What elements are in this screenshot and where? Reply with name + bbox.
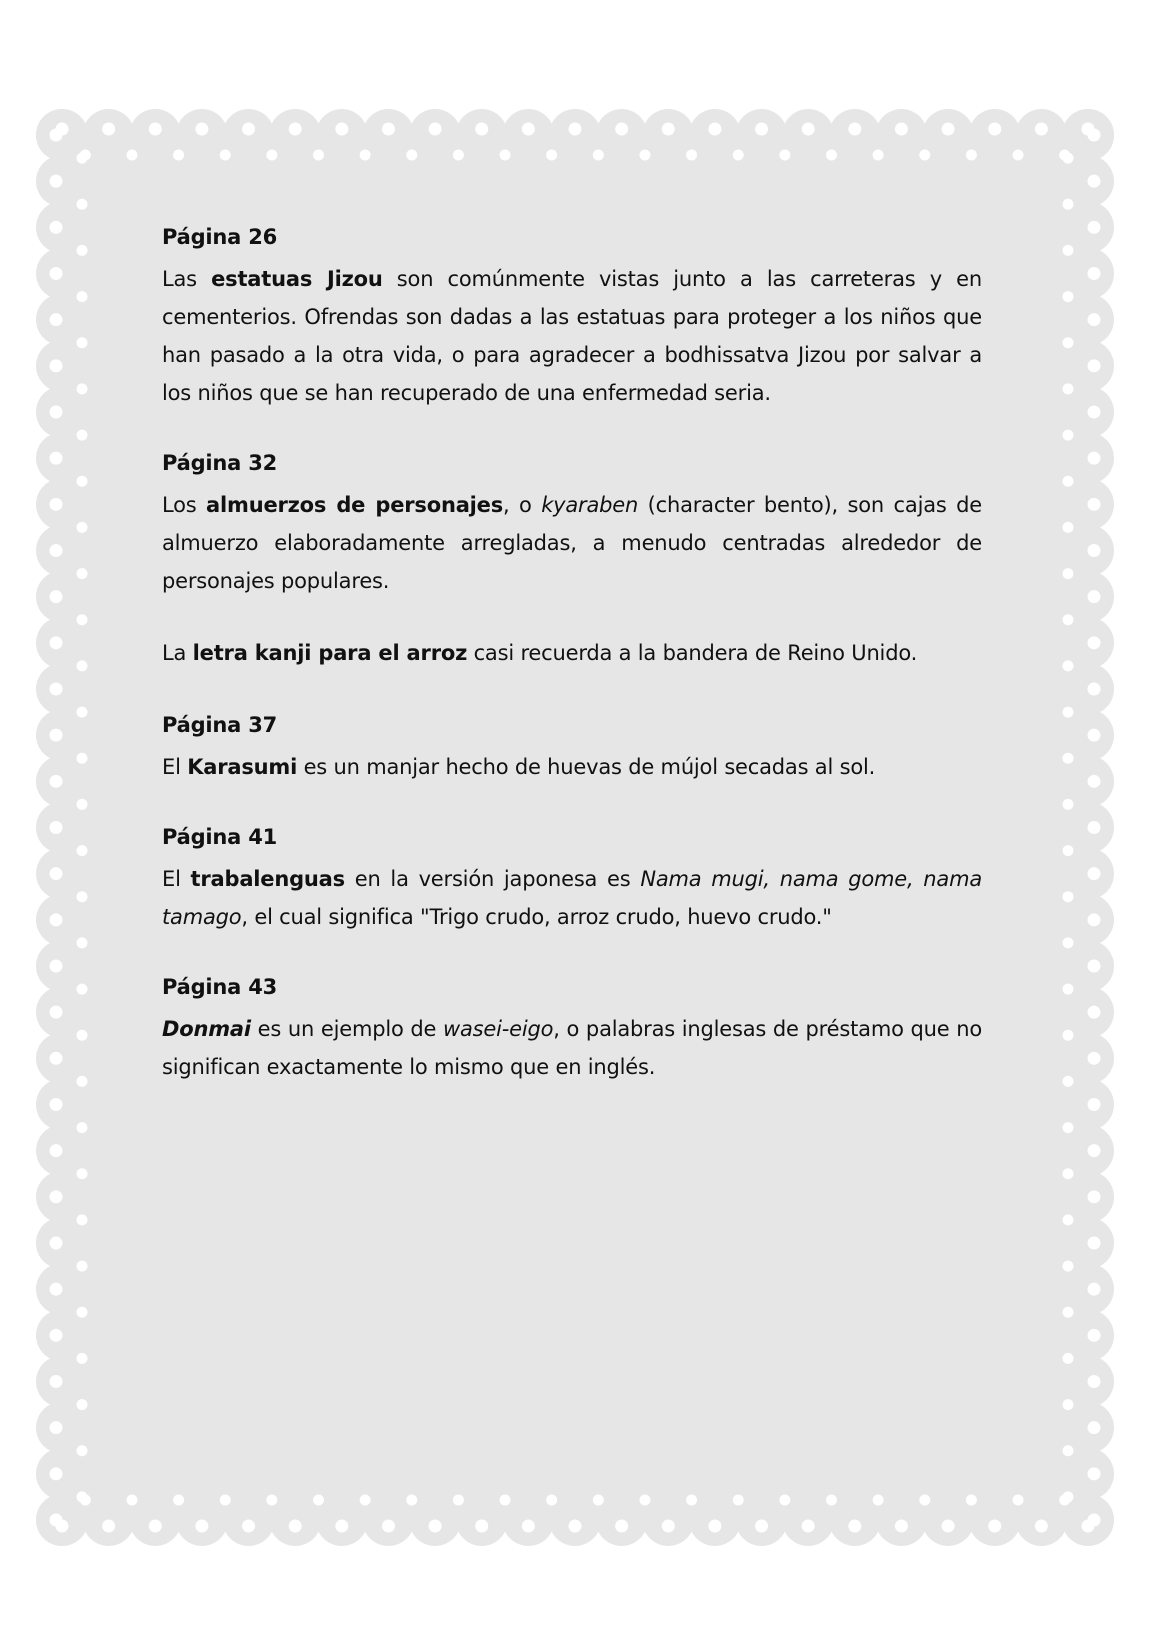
doily-hole <box>1088 867 1101 880</box>
doily-hole <box>615 1520 628 1533</box>
doily-hole <box>50 1190 63 1203</box>
doily-hole <box>1063 291 1074 302</box>
doily-hole <box>77 1399 88 1410</box>
doily-hole <box>1063 522 1074 533</box>
doily-hole <box>50 1144 63 1157</box>
doily-hole <box>1088 406 1101 419</box>
note-paragraph <box>162 748 982 786</box>
doily-hole <box>77 476 88 487</box>
doily-hole <box>708 123 721 136</box>
doily-hole <box>1063 1353 1074 1364</box>
doily-hole <box>1088 775 1101 788</box>
text-run: La <box>162 641 193 665</box>
doily-hole <box>382 1520 395 1533</box>
doily-hole <box>289 123 302 136</box>
doily-hole <box>1088 1144 1101 1157</box>
doily-hole <box>1063 1445 1074 1456</box>
note-paragraph <box>162 260 982 412</box>
text-run: estatuas Jizou <box>211 267 383 291</box>
text-run: es un manjar hecho de huevas de mújol secadas al sol. <box>297 755 876 779</box>
doily-hole <box>50 636 63 649</box>
doily-hole <box>639 150 650 161</box>
doily-hole <box>173 1495 184 1506</box>
doily-hole <box>1088 175 1101 188</box>
doily-hole <box>50 1237 63 1250</box>
note-page-heading: Página 32 <box>162 451 278 475</box>
doily-hole <box>77 522 88 533</box>
doily-hole <box>1063 1122 1074 1133</box>
doily-hole <box>50 1329 63 1342</box>
doily-hole <box>1013 1495 1024 1506</box>
doily-hole <box>802 123 815 136</box>
text-run: trabalenguas <box>190 867 345 891</box>
doily-hole <box>942 123 955 136</box>
text-run: El <box>162 755 188 779</box>
doily-hole <box>313 1495 324 1506</box>
note-paragraph <box>162 1010 982 1086</box>
note-paragraph <box>162 486 982 600</box>
doily-hole <box>1013 150 1024 161</box>
text-run: (character bento), son cajas de almuerzo elaboradamente arregladas, a menudo centradas alrededor de personajes populares. <box>162 493 982 593</box>
doily-hole <box>102 123 115 136</box>
doily-hole <box>1088 267 1101 280</box>
doily-hole <box>313 150 324 161</box>
doily-hole <box>1088 1052 1101 1065</box>
doily-hole <box>1063 984 1074 995</box>
doily-hole <box>942 1520 955 1533</box>
doily-hole <box>242 123 255 136</box>
doily-hole <box>77 568 88 579</box>
doily-hole <box>733 1495 744 1506</box>
doily-hole <box>779 150 790 161</box>
doily-hole <box>50 1052 63 1065</box>
doily-hole <box>966 150 977 161</box>
doily-hole <box>755 1520 768 1533</box>
doily-hole <box>266 1495 277 1506</box>
doily-hole <box>1088 683 1101 696</box>
doily-hole <box>102 1520 115 1533</box>
doily-hole <box>77 845 88 856</box>
doily-hole <box>1063 614 1074 625</box>
doily-hole <box>500 1495 511 1506</box>
doily-hole <box>77 891 88 902</box>
doily-hole <box>1063 1307 1074 1318</box>
doily-hole <box>50 729 63 742</box>
doily-hole <box>50 867 63 880</box>
note-paragraph <box>162 860 982 936</box>
doily-hole <box>77 1214 88 1225</box>
text-run: wasei-eigo <box>443 1017 554 1041</box>
doily-hole <box>77 1491 88 1502</box>
doily-hole <box>77 199 88 210</box>
doily-hole <box>335 1520 348 1533</box>
doily-hole <box>149 123 162 136</box>
doily-hole <box>546 150 557 161</box>
doily-hole <box>453 150 464 161</box>
doily-hole <box>195 1520 208 1533</box>
doily-hole <box>1088 1190 1101 1203</box>
doily-hole <box>77 1445 88 1456</box>
doily-hole <box>50 175 63 188</box>
doily-hole <box>1088 729 1101 742</box>
doily-hole <box>662 123 675 136</box>
doily-hole <box>77 1168 88 1179</box>
doily-hole <box>1063 1076 1074 1087</box>
doily-hole <box>50 1283 63 1296</box>
text-run: , o <box>503 493 542 517</box>
doily-hole <box>895 1520 908 1533</box>
doily-hole <box>1063 476 1074 487</box>
doily-hole <box>1063 337 1074 348</box>
doily-hole <box>1063 430 1074 441</box>
doily-hole <box>50 129 63 142</box>
doily-hole <box>50 544 63 557</box>
doily-hole <box>1088 1467 1101 1480</box>
doily-hole <box>848 123 861 136</box>
doily-hole <box>220 1495 231 1506</box>
doily-hole <box>50 406 63 419</box>
doily-hole <box>733 150 744 161</box>
doily-hole <box>686 150 697 161</box>
doily-hole <box>406 150 417 161</box>
doily-hole <box>1088 452 1101 465</box>
text-run: es un ejemplo de <box>250 1017 444 1041</box>
doily-hole <box>1063 1168 1074 1179</box>
doily-hole <box>77 937 88 948</box>
doily-hole <box>1063 891 1074 902</box>
doily-hole <box>50 1467 63 1480</box>
doily-hole <box>966 1495 977 1506</box>
doily-hole <box>1063 845 1074 856</box>
doily-hole <box>77 660 88 671</box>
doily-hole <box>593 1495 604 1506</box>
doily-hole <box>126 1495 137 1506</box>
doily-hole <box>569 123 582 136</box>
doily-hole <box>1088 313 1101 326</box>
doily-hole <box>50 683 63 696</box>
doily-hole <box>1063 1030 1074 1041</box>
doily-hole <box>360 1495 371 1506</box>
doily-hole <box>1063 153 1074 164</box>
doily-hole <box>77 1353 88 1364</box>
text-run: , el cual significa "Trigo crudo, arroz crudo, huevo crudo." <box>241 905 832 929</box>
doily-hole <box>1088 590 1101 603</box>
doily-hole <box>77 1076 88 1087</box>
doily-hole <box>500 150 511 161</box>
doily-hole <box>1088 1098 1101 1111</box>
doily-hole <box>1063 707 1074 718</box>
doily-hole <box>873 150 884 161</box>
doily-hole <box>77 337 88 348</box>
doily-hole <box>1063 383 1074 394</box>
doily-hole <box>289 1520 302 1533</box>
doily-hole <box>382 123 395 136</box>
text-run: son comúnmente vistas junto a las carreteras y en cementerios. Ofrendas son dadas a las estatuas para proteger a los niños que han pasado a la otra vida, o para agradecer a bodhissatva Jizou por salvar a los niños que se han recuperado de una enfermedad seria. <box>162 267 982 405</box>
doily-hole <box>826 150 837 161</box>
note-section <box>162 706 982 786</box>
doily-hole <box>826 1495 837 1506</box>
doily-hole <box>173 150 184 161</box>
doily-hole <box>848 1520 861 1533</box>
text-run: letra kanji para el arroz <box>192 641 468 665</box>
text-run: , o palabras inglesas de préstamo que no significan exactamente lo mismo que en inglés. <box>162 1017 982 1079</box>
doily-hole <box>220 150 231 161</box>
text-run: Nama mugi, nama gome, nama tamago <box>162 867 982 929</box>
doily-hole <box>77 707 88 718</box>
doily-hole <box>1088 221 1101 234</box>
doily-hole <box>77 291 88 302</box>
doily-hole <box>1088 544 1101 557</box>
doily-hole <box>266 150 277 161</box>
doily-hole <box>50 960 63 973</box>
doily-hole <box>1088 359 1101 372</box>
text-run: Donmai <box>162 1017 251 1041</box>
doily-hole <box>50 267 63 280</box>
doily-hole <box>919 1495 930 1506</box>
note-page-heading: Página 37 <box>162 713 278 737</box>
doily-hole <box>1088 913 1101 926</box>
text-run: El <box>162 867 191 891</box>
doily-hole <box>1088 960 1101 973</box>
doily-hole <box>77 614 88 625</box>
note-page-heading: Página 26 <box>162 225 278 249</box>
translation-notes <box>162 218 982 1118</box>
text-run: Los <box>162 493 207 517</box>
doily-hole <box>1063 568 1074 579</box>
doily-hole <box>708 1520 721 1533</box>
doily-hole <box>1088 1421 1101 1434</box>
doily-hole <box>242 1520 255 1533</box>
doily-hole <box>1088 1237 1101 1250</box>
doily-hole <box>50 313 63 326</box>
doily-hole <box>593 150 604 161</box>
doily-hole <box>755 123 768 136</box>
doily-hole <box>615 123 628 136</box>
doily-hole <box>802 1520 815 1533</box>
doily-hole <box>50 1375 63 1388</box>
doily-hole <box>77 153 88 164</box>
text-run: casi recuerda a la bandera de Reino Unido. <box>467 641 918 665</box>
doily-hole <box>895 123 908 136</box>
doily-hole <box>1035 1520 1048 1533</box>
note-section <box>162 444 982 672</box>
doily-hole <box>569 1520 582 1533</box>
doily-hole <box>1063 753 1074 764</box>
doily-hole <box>1063 799 1074 810</box>
doily-hole <box>686 1495 697 1506</box>
doily-hole <box>77 1307 88 1318</box>
doily-hole <box>50 775 63 788</box>
doily-hole <box>77 799 88 810</box>
doily-hole <box>988 1520 1001 1533</box>
note-section <box>162 218 982 412</box>
doily-hole <box>475 123 488 136</box>
doily-hole <box>1063 245 1074 256</box>
doily-hole <box>1063 199 1074 210</box>
doily-hole <box>77 753 88 764</box>
text-run: Karasumi <box>187 755 298 779</box>
doily-hole <box>639 1495 650 1506</box>
doily-hole <box>1088 498 1101 511</box>
doily-hole <box>1035 123 1048 136</box>
doily-hole <box>77 245 88 256</box>
doily-hole <box>1088 1006 1101 1019</box>
doily-hole <box>77 430 88 441</box>
doily-hole <box>453 1495 464 1506</box>
doily-hole <box>1063 660 1074 671</box>
doily-hole <box>50 1514 63 1527</box>
note-page-heading: Página 41 <box>162 825 278 849</box>
text-run: en la versión japonesa es <box>344 867 641 891</box>
doily-hole <box>50 1006 63 1019</box>
doily-hole <box>77 1122 88 1133</box>
doily-hole <box>429 123 442 136</box>
doily-hole <box>1088 636 1101 649</box>
doily-hole <box>50 913 63 926</box>
doily-hole <box>919 150 930 161</box>
doily-hole <box>406 1495 417 1506</box>
text-run: Las <box>162 267 212 291</box>
doily-hole <box>126 150 137 161</box>
doily-hole <box>1088 821 1101 834</box>
doily-hole <box>77 1030 88 1041</box>
note-section <box>162 818 982 936</box>
doily-hole <box>77 383 88 394</box>
doily-hole <box>50 821 63 834</box>
doily-hole <box>77 1261 88 1272</box>
note-page-heading: Página 43 <box>162 975 278 999</box>
doily-hole <box>429 1520 442 1533</box>
doily-hole <box>873 1495 884 1506</box>
doily-hole <box>1088 1283 1101 1296</box>
doily-hole <box>779 1495 790 1506</box>
text-run: kyaraben <box>541 493 639 517</box>
doily-hole <box>50 221 63 234</box>
doily-hole <box>1088 129 1101 142</box>
doily-hole <box>988 123 1001 136</box>
doily-hole <box>1063 1261 1074 1272</box>
doily-hole <box>1088 1514 1101 1527</box>
doily-hole <box>360 150 371 161</box>
doily-hole <box>1063 1491 1074 1502</box>
doily-hole <box>1088 1375 1101 1388</box>
note-paragraph <box>162 634 982 672</box>
doily-hole <box>662 1520 675 1533</box>
doily-hole <box>50 452 63 465</box>
doily-hole <box>50 498 63 511</box>
text-run: almuerzos de personajes <box>206 493 504 517</box>
doily-hole <box>149 1520 162 1533</box>
doily-hole <box>1063 1214 1074 1225</box>
doily-hole <box>1063 937 1074 948</box>
doily-hole <box>522 123 535 136</box>
doily-hole <box>77 984 88 995</box>
doily-hole <box>335 123 348 136</box>
doily-hole <box>475 1520 488 1533</box>
doily-hole <box>522 1520 535 1533</box>
doily-hole <box>50 1421 63 1434</box>
doily-hole <box>50 359 63 372</box>
doily-hole <box>546 1495 557 1506</box>
doily-hole <box>1088 1329 1101 1342</box>
doily-hole <box>50 1098 63 1111</box>
doily-hole <box>50 590 63 603</box>
note-section <box>162 968 982 1086</box>
doily-hole <box>195 123 208 136</box>
doily-hole <box>1063 1399 1074 1410</box>
